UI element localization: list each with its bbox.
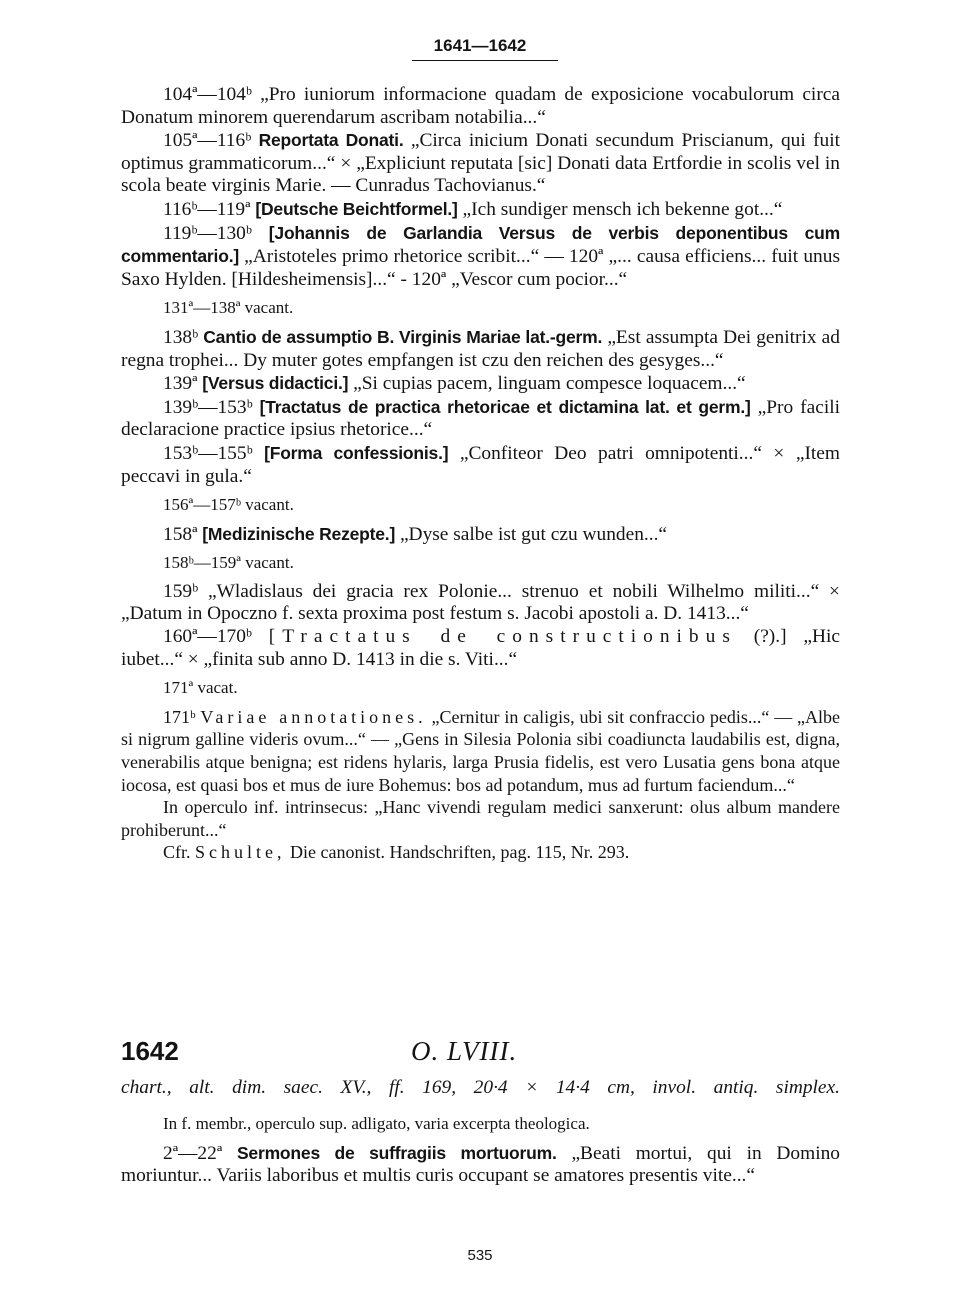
item-171a: 171ª vacat. [163,678,238,698]
entry-note: In f. membr., operculo sup. adligato, varia excerpta theologica. [163,1114,590,1133]
item-119b: 119ᵇ—130ᵇ [Johannis de Garlandia Versus de verbis deponentibus cum commentario.] „Aristoteles primo rhetorice scribit...“ — 120ª „... causa efficiens... fuit unus Saxo Hylden. [Hildesheimensis]...“ - 120ª „Vescor cum pocior...“ [121,222,840,290]
entry-1642-body [121,1113,840,1188]
item-105a: 105ª—116ᵇ Reportata Donati. „Circa inicium Donati secundum Priscianum, qui fuit optimus grammaticorum...“ × „Expliciunt reputata [sic] Donati data Ertfordie in scolis vel in scola beate virginis Marie. — Cunradus Tachovianus.“ [121,130,840,197]
item-153b: 153ᵇ—155ᵇ [Forma confessionis.] „Confiteor Deo patri omnipotenti...“ × „Item peccavi in gula.“ [121,442,840,487]
item-158b: 158ᵇ—159ª vacant. [163,553,294,573]
item-171b: 171ᵇ Variae annotationes. „Cernitur in caligis, ubi sit confraccio pedis...“ — „Albe si nigrum galline videris ovum...“ — „Gens in Silesia Polonia sibi coadiuncta laudabilis est, digna, venerabilis atque benigna; est ridens hylaris, larga Prusia fidelis, est vero Lusatia gens bona atque iocosa, est quasi bos et mus de iure Bohemus: bos ad potandum, mus ad furtum faciendum...“ [121,706,840,795]
entry-1641-body [121,84,840,864]
item-139a: 139ª [Versus didactici.] „Si cupias pacem, linguam compesce loquacem...“ [163,373,746,395]
item-158a: 158ª [Medizinische Rezepte.] „Dyse salbe ist gut czu wunden...“ [163,523,668,545]
item-138b: 138ᵇ Cantio de assumptio B. Virginis Mariae lat.-germ. „Est assumpta Dei genitrix ad regna trophei... Dy muter gotes empfangen ist czu den reichen des gesyges...“ [121,326,840,371]
page-number: 535 [467,1247,493,1264]
item-2a: 2ª—22ª Sermones de suffragiis mortuorum. „Beati mortui, qui in Domino moriuntur... Variis laboribus et multis curis occupant se amatores presentis vite...“ [121,1142,840,1187]
header-rule [412,60,558,61]
item-104a: 104ª—104ᵇ „Pro iuniorum informacione quadam de exposicione vocabulorum circa Donatum minorem querendarum ascribam notabilia...“ [121,84,840,128]
item-116b: 116ᵇ—119ª [Deutsche Beichtformel.] „Ich sundiger mensch ich bekenne got...“ [163,198,783,220]
entry-number: 1642 [121,1036,179,1066]
item-160a: 160ª—170ᵇ [Tractatus de constructionibus (?).] „Hic iubet...“ × „finita sub anno D. 1413 in die s. Viti...“ [121,626,841,670]
item-139b: 139ᵇ—153ᵇ [Tractatus de practica rhetoricae et dictamina lat. et germ.] „Pro facili declaracione practice ipsius rhetorice...“ [121,396,840,441]
item-159b: 159ᵇ „Wladislaus dei gracia rex Polonie... strenuo et nobili Wilhelmo militi...“ × „Datum in Opoczno f. sexta proxima post festum s. Jacobi apostoli a. D. 1413...“ [121,580,840,625]
entry-signature: O. LVIII. [411,1036,518,1066]
item-131a: 131ª—138ª vacant. [163,298,294,318]
entry-1642-heading [121,1036,840,1076]
item-cfr: Cfr. Schulte, Die canonist. Handschriften, pag. 115, Nr. 293. [163,842,630,863]
item-156a: 156ª—157ᵇ vacant. [163,495,294,515]
entry-description: chart., alt. dim. saec. XV., ff. 169, 20·4 × 14·4 cm, invol. antiq. simplex. [121,1077,840,1098]
page-header: 1641—1642 [433,36,527,55]
item-operculum: In operculo inf. intrinsecus: „Hanc vivendi regulam medici sanxerunt: olus album mandere prohiberunt...“ [121,797,840,840]
